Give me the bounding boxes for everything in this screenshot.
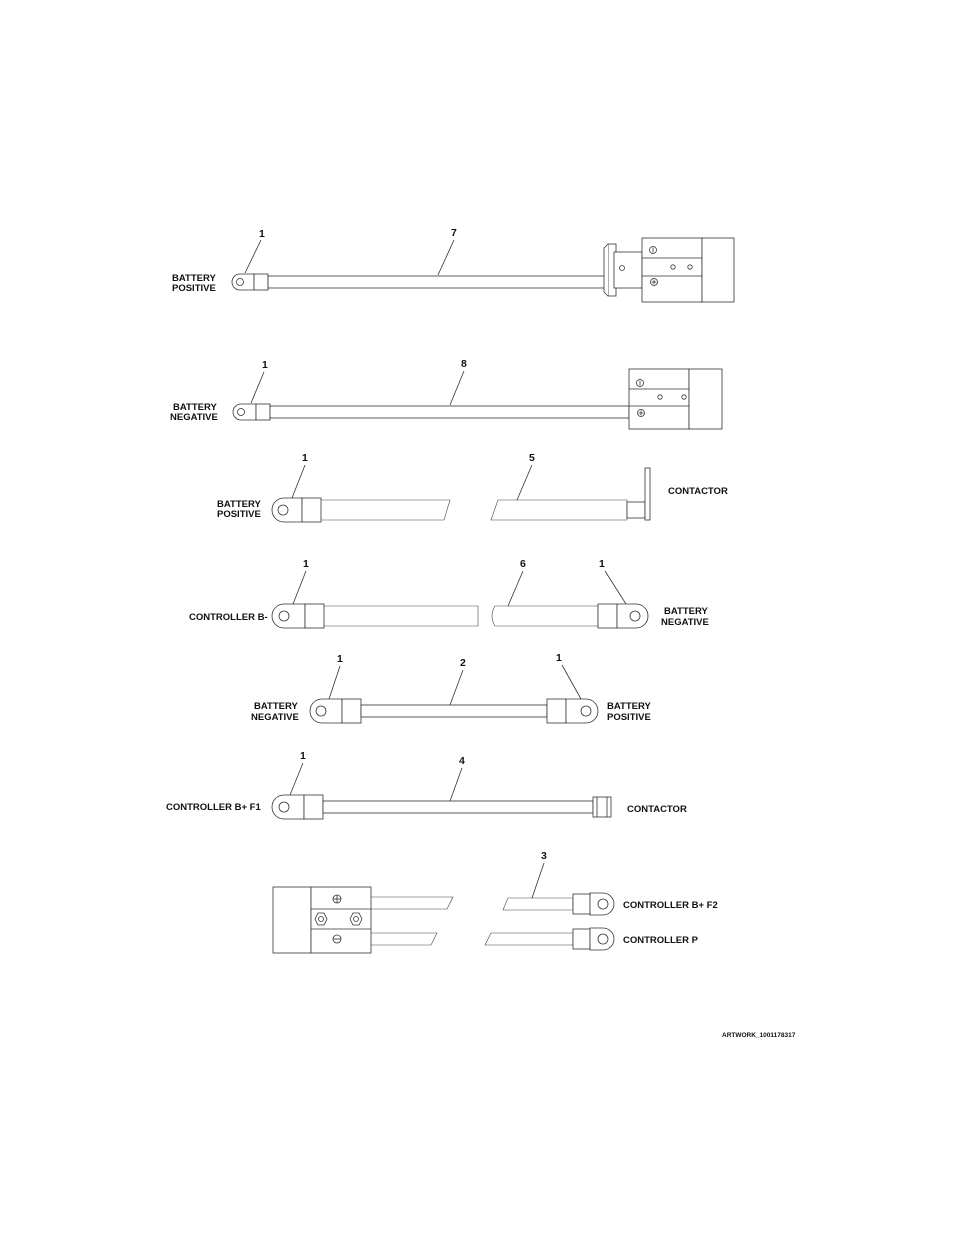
leader-line bbox=[438, 240, 454, 275]
ring-terminal-upper bbox=[573, 893, 614, 915]
cable bbox=[268, 276, 608, 288]
label-controller-b-plus-f2: CONTROLLER B+ F2 bbox=[623, 900, 718, 911]
callout-1: 1 bbox=[303, 558, 309, 570]
cable-break-left bbox=[324, 606, 478, 626]
label-battery: BATTERY bbox=[173, 402, 217, 413]
assembly-controller-b-plus-f1 bbox=[166, 750, 687, 819]
callout-7: 7 bbox=[451, 227, 457, 239]
callout-2: 2 bbox=[460, 657, 466, 669]
assembly-controller-b-minus bbox=[189, 558, 709, 628]
callout-1: 1 bbox=[300, 750, 306, 762]
callout-6: 6 bbox=[520, 558, 526, 570]
assembly-battery-jumper bbox=[251, 652, 651, 723]
label-controller-p: CONTROLLER P bbox=[623, 935, 698, 946]
callout-8: 8 bbox=[461, 358, 467, 370]
leader-line bbox=[532, 863, 544, 898]
leader-line bbox=[290, 763, 303, 795]
ring-terminal bbox=[272, 795, 323, 819]
leader-line bbox=[450, 768, 462, 801]
ring-terminal-right bbox=[598, 604, 648, 628]
cable-break-left bbox=[321, 500, 450, 520]
cable-break-lower-right bbox=[485, 933, 573, 945]
connector-housing bbox=[629, 369, 722, 429]
contactor-bracket bbox=[627, 468, 650, 520]
label-positive: POSITIVE bbox=[217, 509, 261, 520]
label-negative: NEGATIVE bbox=[251, 712, 299, 723]
cable-break-upper-left bbox=[371, 897, 453, 909]
label-battery: BATTERY bbox=[254, 701, 298, 712]
label-controller-b-minus: CONTROLLER B- bbox=[189, 612, 268, 623]
artwork-id: ARTWORK_1001178317 bbox=[722, 1032, 796, 1039]
callout-1: 1 bbox=[599, 558, 605, 570]
ring-terminal-right bbox=[547, 699, 598, 723]
callout-5: 5 bbox=[529, 452, 535, 464]
ring-terminal bbox=[232, 274, 268, 290]
leader-line bbox=[293, 571, 306, 604]
assembly-battery-positive-contactor bbox=[217, 452, 728, 522]
leader-line bbox=[292, 465, 305, 498]
callout-4: 4 bbox=[459, 755, 465, 767]
label-contactor: CONTACTOR bbox=[627, 804, 687, 815]
leader-line bbox=[251, 372, 264, 403]
cable bbox=[270, 406, 629, 418]
leader-line bbox=[450, 371, 464, 405]
contactor-terminal bbox=[593, 797, 611, 817]
label-battery: BATTERY bbox=[217, 499, 261, 510]
ring-terminal bbox=[272, 498, 321, 522]
label-controller-b-plus-f1: CONTROLLER B+ F1 bbox=[166, 802, 261, 813]
ring-terminal-left bbox=[272, 604, 324, 628]
cable-break-right bbox=[492, 606, 598, 626]
leader-line bbox=[450, 670, 463, 705]
cable-break-lower-left bbox=[371, 933, 437, 945]
ring-terminal bbox=[233, 404, 270, 420]
leader-line bbox=[329, 666, 340, 699]
callout-1: 1 bbox=[556, 652, 562, 664]
leader-line bbox=[605, 571, 626, 604]
assembly-controller-b-plus-f2 bbox=[273, 850, 718, 953]
label-battery: BATTERY bbox=[172, 273, 216, 284]
cable bbox=[361, 705, 547, 717]
label-battery: BATTERY bbox=[664, 606, 708, 617]
ring-terminal-left bbox=[310, 699, 361, 723]
callout-1: 1 bbox=[302, 452, 308, 464]
leader-line bbox=[245, 240, 261, 273]
assembly-battery-negative-connector bbox=[170, 358, 722, 429]
callout-1: 1 bbox=[337, 653, 343, 665]
label-positive: POSITIVE bbox=[172, 283, 216, 294]
label-negative: NEGATIVE bbox=[661, 617, 709, 628]
callout-1: 1 bbox=[262, 359, 268, 371]
ring-terminal-lower bbox=[573, 928, 614, 950]
leader-line bbox=[517, 465, 532, 500]
label-battery: BATTERY bbox=[607, 701, 651, 712]
leader-line bbox=[508, 571, 523, 606]
label-negative: NEGATIVE bbox=[170, 412, 218, 423]
leader-line bbox=[562, 665, 581, 699]
callout-3: 3 bbox=[541, 850, 547, 862]
cable-break-upper-right bbox=[503, 898, 573, 910]
label-contactor: CONTACTOR bbox=[668, 486, 728, 497]
connector-housing bbox=[273, 887, 371, 953]
assembly-battery-positive-connector bbox=[172, 227, 734, 302]
callout-1: 1 bbox=[259, 228, 265, 240]
label-positive: POSITIVE bbox=[607, 712, 651, 723]
cable-break-right bbox=[491, 500, 627, 520]
connector-housing bbox=[604, 238, 734, 302]
cable bbox=[323, 801, 593, 813]
